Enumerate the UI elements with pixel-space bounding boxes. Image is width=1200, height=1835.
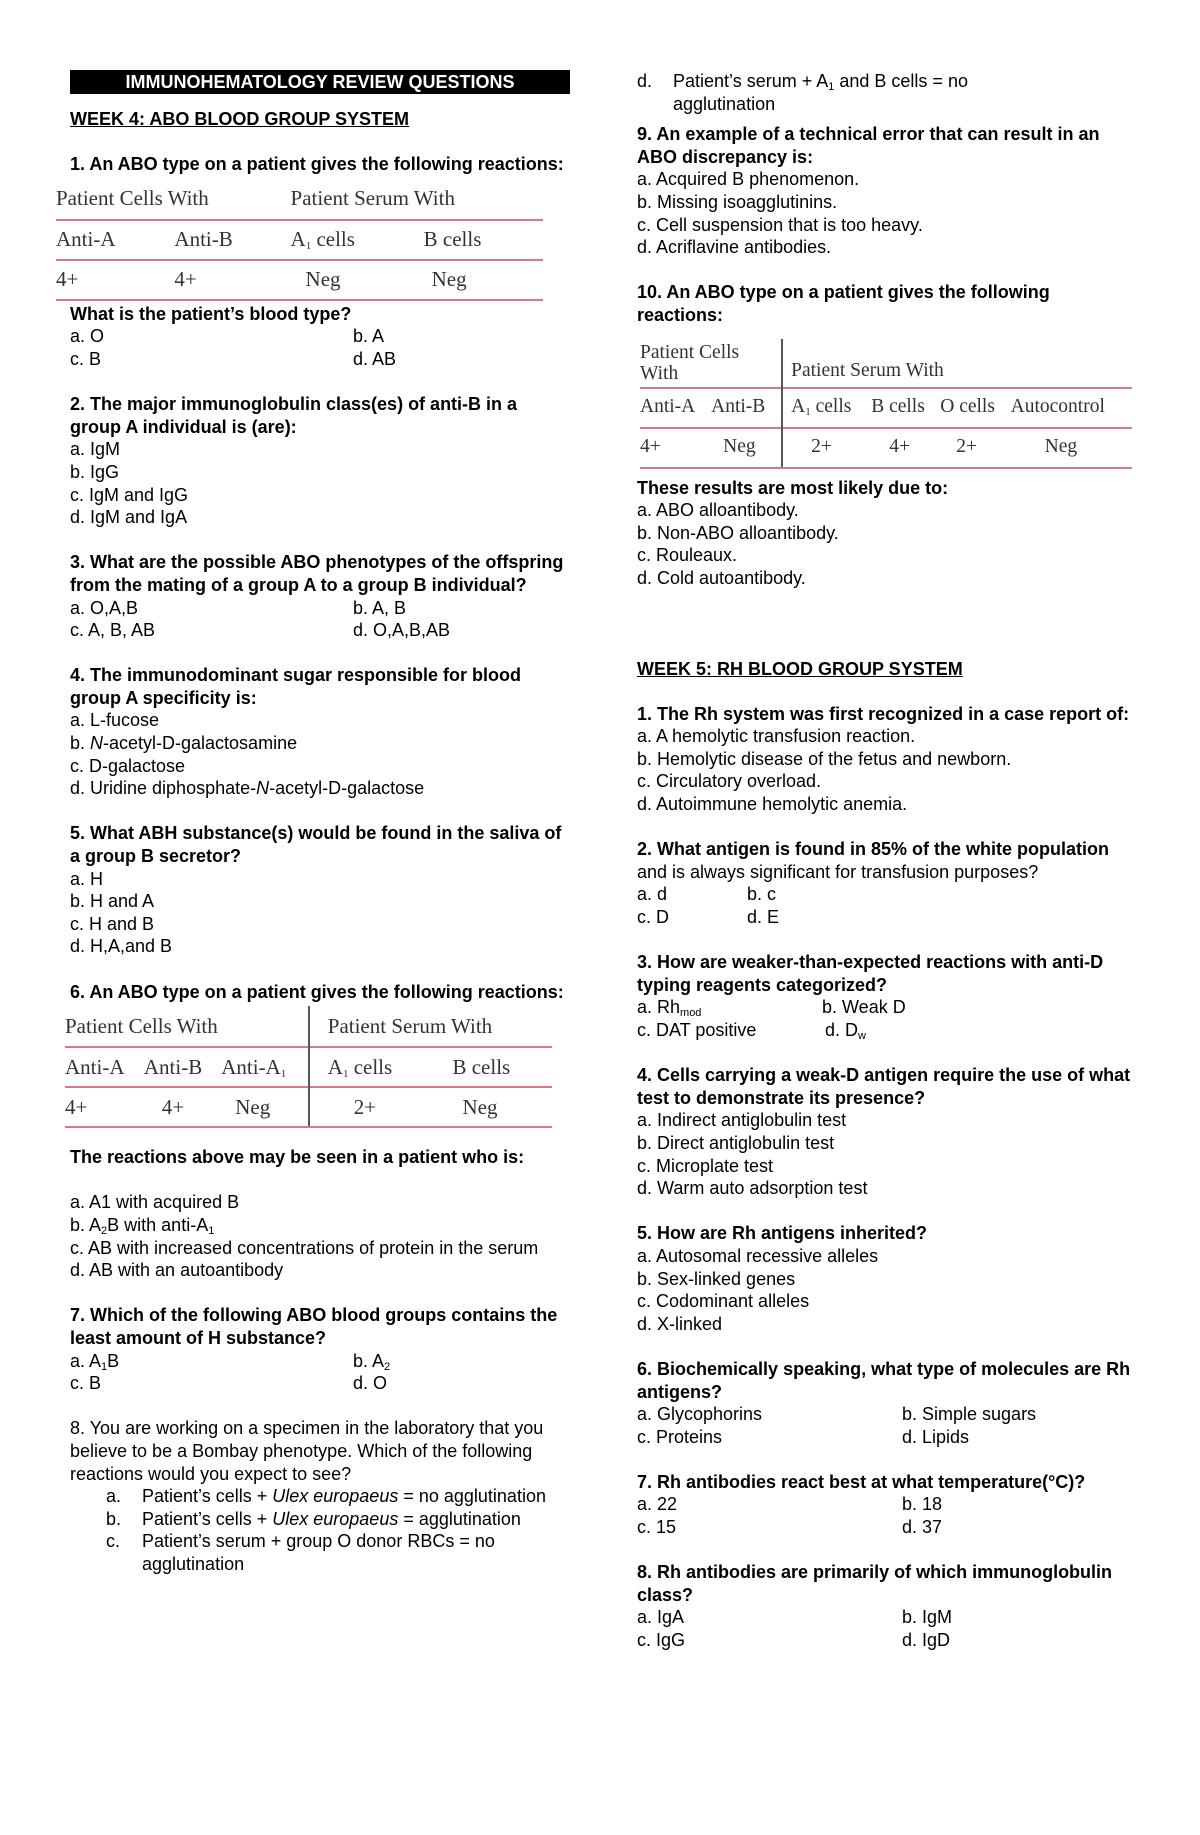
option-a: a. Glycophorins: [637, 1404, 763, 1425]
question-8-stem: 8. You are working on a specimen in the laboratory that you believe to be a Bombay phenotype. Which of the following reactions would you expect to see?: [70, 1418, 544, 1484]
question-1-ask: What is the patient’s blood type?: [70, 303, 352, 324]
option-a: a. IgM: [70, 439, 121, 460]
option-c: c. Codominant alleles: [637, 1291, 810, 1312]
question-6-stem: 6. An ABO type on a patient gives the following reactions:: [70, 981, 564, 1002]
option-a: a. Indirect antiglobulin test: [637, 1110, 847, 1131]
question-4: [70, 664, 570, 800]
question-8-continued: [601, 70, 1137, 115]
rh-question-4-stem: 4. Cells carrying a weak-D antigen require the use of what test to demonstrate its presence?: [637, 1065, 1131, 1108]
option-d: d. Patient’s serum + $A_1$ and B cells = no agglutination: [637, 71, 968, 114]
option-d: d. X-linked: [637, 1313, 723, 1334]
option-c: c. Cell suspension that is too heavy.: [637, 214, 923, 235]
option-b: b. Missing isoagglutinins.: [637, 191, 838, 212]
cell-result: 2+: [309, 1087, 453, 1127]
rh-question-5-stem: 5. How are Rh antigens inherited?: [637, 1223, 928, 1244]
option-d: d. Lipids: [902, 1426, 970, 1447]
option-c: c. Microplate test: [637, 1155, 774, 1176]
col-anti-b: Anti-B: [144, 1047, 221, 1087]
option-c: c. Patient’s serum + group O donor RBCs = no agglutination: [106, 1531, 495, 1574]
option-c: c. B: [70, 1373, 102, 1394]
question-9: [637, 123, 1137, 259]
option-c: c. D: [637, 907, 670, 928]
option-a: a. Autosomal recessive alleles: [637, 1245, 879, 1266]
option-c: c. Rouleaux.: [637, 545, 738, 566]
q1-reaction-table: [56, 179, 543, 301]
option-c: c. IgG: [637, 1630, 686, 1651]
option-a: a. ABO alloantibody.: [637, 500, 799, 521]
q6-reaction-table: [65, 1006, 552, 1128]
option-c: c. 15: [637, 1517, 677, 1538]
option-b: b. Direct antiglobulin test: [637, 1132, 835, 1153]
option-b: b. Simple sugars: [902, 1404, 1037, 1425]
option-a: a. L-fucose: [70, 710, 160, 731]
option-d: d. $D_w$: [825, 1020, 866, 1042]
option-b: b. A: [353, 326, 385, 347]
option-b: b. c: [747, 884, 777, 905]
question-1-stem: 1. An ABO type on a patient gives the following reactions:: [70, 154, 564, 175]
option-b: b. Hemolytic disease of the fetus and newborn.: [637, 748, 1012, 769]
rh-question-2-stem-continued: and is always significant for transfusion purposes?: [637, 861, 1039, 882]
rh-question-7-stem: 7. Rh antibodies react best at what temperature(°C)?: [637, 1471, 1086, 1492]
option-d: d. Warm auto adsorption test: [637, 1178, 868, 1199]
col-o-cells: O cells: [940, 388, 1010, 428]
option-d: d. O,A,B,AB: [353, 620, 451, 641]
rh-question-7: [637, 1471, 1137, 1539]
option-a: a. 22: [637, 1494, 678, 1515]
option-b: b. A, B: [353, 597, 407, 618]
table-header-serum: Patient Serum With: [782, 339, 1132, 388]
option-d: d. Autoimmune hemolytic anemia.: [637, 794, 908, 815]
option-c: c. D-galactose: [70, 755, 186, 776]
question-5: [70, 822, 570, 958]
question-6-ask: The reactions above may be seen in a patient who is:: [70, 1147, 525, 1168]
option-d: d. Acriflavine antibodies.: [637, 237, 832, 258]
option-b: b. Sex-linked genes: [637, 1268, 796, 1289]
option-a: a. A1 with acquired B: [70, 1192, 240, 1213]
col-b-cells: B cells: [452, 1047, 552, 1087]
col-b-cells: B cells: [871, 388, 940, 428]
rh-question-8: [637, 1561, 1137, 1651]
cell-result: 4+: [174, 260, 290, 300]
rh-question-2: [637, 838, 1137, 928]
rh-question-4: [637, 1064, 1137, 1200]
cell-result: Neg: [291, 260, 424, 300]
cell-result: Neg: [221, 1087, 309, 1127]
question-9-stem: 9. An example of a technical error that can result in an ABO discrepancy is:: [637, 124, 1100, 167]
col-a1-cells: $A_1$ cells: [291, 220, 424, 260]
option-b: b. Patient’s cells + Ulex europaeus = agglutination: [106, 1508, 521, 1529]
question-8: [70, 1417, 570, 1575]
option-d: d. AB: [353, 348, 397, 369]
cell-result: Neg: [711, 428, 782, 468]
question-2-stem: 2. The major immunoglobulin class(es) of anti-B in a group A individual is (are):: [70, 394, 518, 437]
cell-result: 2+: [940, 428, 1010, 468]
rh-question-5: [637, 1222, 1137, 1335]
option-c: c. Proteins: [637, 1426, 723, 1447]
option-c: c. IgM and IgG: [70, 484, 189, 505]
option-d: d. IgM and IgA: [70, 507, 188, 528]
rh-question-3-stem: 3. How are weaker-than-expected reactions with anti-D typing reagents categorized?: [637, 952, 1104, 995]
col-b-cells: B cells: [424, 220, 543, 260]
option-b: b. IgM: [902, 1607, 953, 1628]
col-anti-a: Anti-A: [65, 1047, 144, 1087]
document-title-banner: IMMUNOHEMATOLOGY REVIEW QUESTIONS: [70, 70, 570, 94]
rh-question-6-stem: 6. Biochemically speaking, what type of molecules are Rh antigens?: [637, 1358, 1131, 1402]
rh-question-6: [637, 1358, 1137, 1448]
option-c: c. A, B, AB: [70, 620, 156, 641]
q10-reaction-table: [640, 339, 1132, 469]
option-b: b. Weak D: [822, 997, 906, 1018]
option-b: b. $A_2$: [353, 1350, 391, 1373]
cell-result: 4+: [56, 260, 174, 300]
rh-question-1-stem: 1. The Rh system was first recognized in a case report of:: [637, 703, 1130, 724]
option-a: a. d: [637, 884, 668, 905]
option-a: a. O: [70, 326, 105, 347]
table-header-serum: Patient Serum With: [309, 1006, 552, 1047]
question-6: [65, 981, 570, 1282]
right-column: [637, 0, 1137, 1652]
question-7-stem: 7. Which of the following ABO blood groups contains the least amount of H substance?: [70, 1305, 558, 1348]
left-column: [56, 0, 570, 1575]
rh-question-1: [637, 703, 1137, 816]
question-3: [70, 551, 570, 641]
question-4-stem: 4. The immunodominant sugar responsible for blood group A specificity is:: [70, 665, 522, 708]
option-c: c. DAT positive: [637, 1020, 757, 1040]
question-5-stem: 5. What ABH substance(s) would be found in the saliva of a group B secretor?: [70, 823, 562, 867]
option-a: a. $Rh_{mod}$: [637, 997, 702, 1020]
col-anti-a1: Anti-$A_1$: [221, 1047, 309, 1087]
rh-question-8-stem: 8. Rh antibodies are primarily of which immunoglobulin class?: [637, 1562, 1113, 1605]
question-10-ask: These results are most likely due to:: [637, 477, 949, 498]
option-d: d. E: [747, 907, 780, 928]
option-c: c. Circulatory overload.: [637, 771, 822, 792]
question-1: [56, 153, 570, 370]
option-b: b. IgG: [70, 461, 120, 482]
option-c: c. B: [70, 348, 102, 369]
table-header-cells: Patient Cells With: [640, 341, 740, 384]
option-a: a. H: [70, 868, 104, 889]
option-a: a. O,A,B: [70, 597, 139, 618]
cell-result: Neg: [1011, 428, 1132, 468]
rh-question-2-stem: 2. What antigen is found in 85% of the white population: [637, 839, 1109, 860]
option-d: d. 37: [902, 1517, 943, 1538]
option-d: d. IgD: [902, 1630, 951, 1651]
option-b: b. 18: [902, 1494, 943, 1515]
question-8-options: [70, 1485, 570, 1575]
option-a: a. $A_1B$: [70, 1350, 120, 1373]
option-a: a. A hemolytic transfusion reaction.: [637, 726, 916, 747]
option-c: c. AB with increased concentrations of protein in the serum: [70, 1237, 539, 1258]
question-10-stem: 10. An ABO type on a patient gives the following reactions:: [637, 282, 1050, 325]
cell-result: 4+: [640, 428, 711, 468]
option-d: d. AB with an autoantibody: [70, 1260, 284, 1281]
question-7: [70, 1304, 570, 1394]
option-d: d. Uridine diphosphate-N-acetyl-D-galactose: [70, 778, 425, 799]
question-3-stem: 3. What are the possible ABO phenotypes of the offspring from the mating of a group A to a group B individual?: [70, 552, 564, 595]
option-d: d. H,A,and B: [70, 936, 173, 957]
cell-result: 4+: [871, 428, 940, 468]
option-d: d. Cold autoantibody.: [637, 567, 806, 588]
question-2: [70, 393, 570, 529]
col-anti-a: Anti-A: [56, 220, 174, 260]
option-b: b. N-acetyl-D-galactosamine: [70, 733, 298, 754]
cell-result: 2+: [782, 428, 871, 468]
cell-result: 4+: [144, 1087, 221, 1127]
cell-result: Neg: [424, 260, 543, 300]
week4-heading: WEEK 4: ABO BLOOD GROUP SYSTEM: [70, 109, 410, 129]
col-autocontrol: Autocontrol: [1011, 388, 1132, 428]
week5-heading: WEEK 5: RH BLOOD GROUP SYSTEM: [637, 658, 963, 679]
table-header-serum: Patient Serum With: [290, 186, 455, 211]
table-header-cells: Patient Cells With: [65, 1013, 218, 1038]
option-c: c. H and B: [70, 913, 155, 934]
cell-result: Neg: [452, 1087, 552, 1127]
option-b: b. $A_2B$ with anti-$A_1$: [70, 1214, 215, 1237]
option-a: a. Acquired B phenomenon.: [637, 169, 860, 190]
col-a1-cells: $A_1$ cells: [309, 1047, 453, 1087]
question-10: [637, 281, 1137, 589]
option-a: a. Patient’s cells + Ulex europaeus = no agglutination: [106, 1486, 546, 1507]
cell-result: 4+: [65, 1087, 144, 1127]
col-a1-cells: $A_1$ cells: [782, 388, 871, 428]
col-anti-b: Anti-B: [711, 388, 782, 428]
option-a: a. IgA: [637, 1607, 685, 1628]
option-d: d. O: [353, 1373, 388, 1394]
option-b: b. H and A: [70, 891, 155, 912]
option-b: b. Non-ABO alloantibody.: [637, 522, 839, 543]
table-header-cells: Patient Cells With: [56, 186, 209, 211]
col-anti-b: Anti-B: [174, 220, 290, 260]
col-anti-a: Anti-A: [640, 388, 711, 428]
rh-question-3: [637, 951, 1137, 1041]
